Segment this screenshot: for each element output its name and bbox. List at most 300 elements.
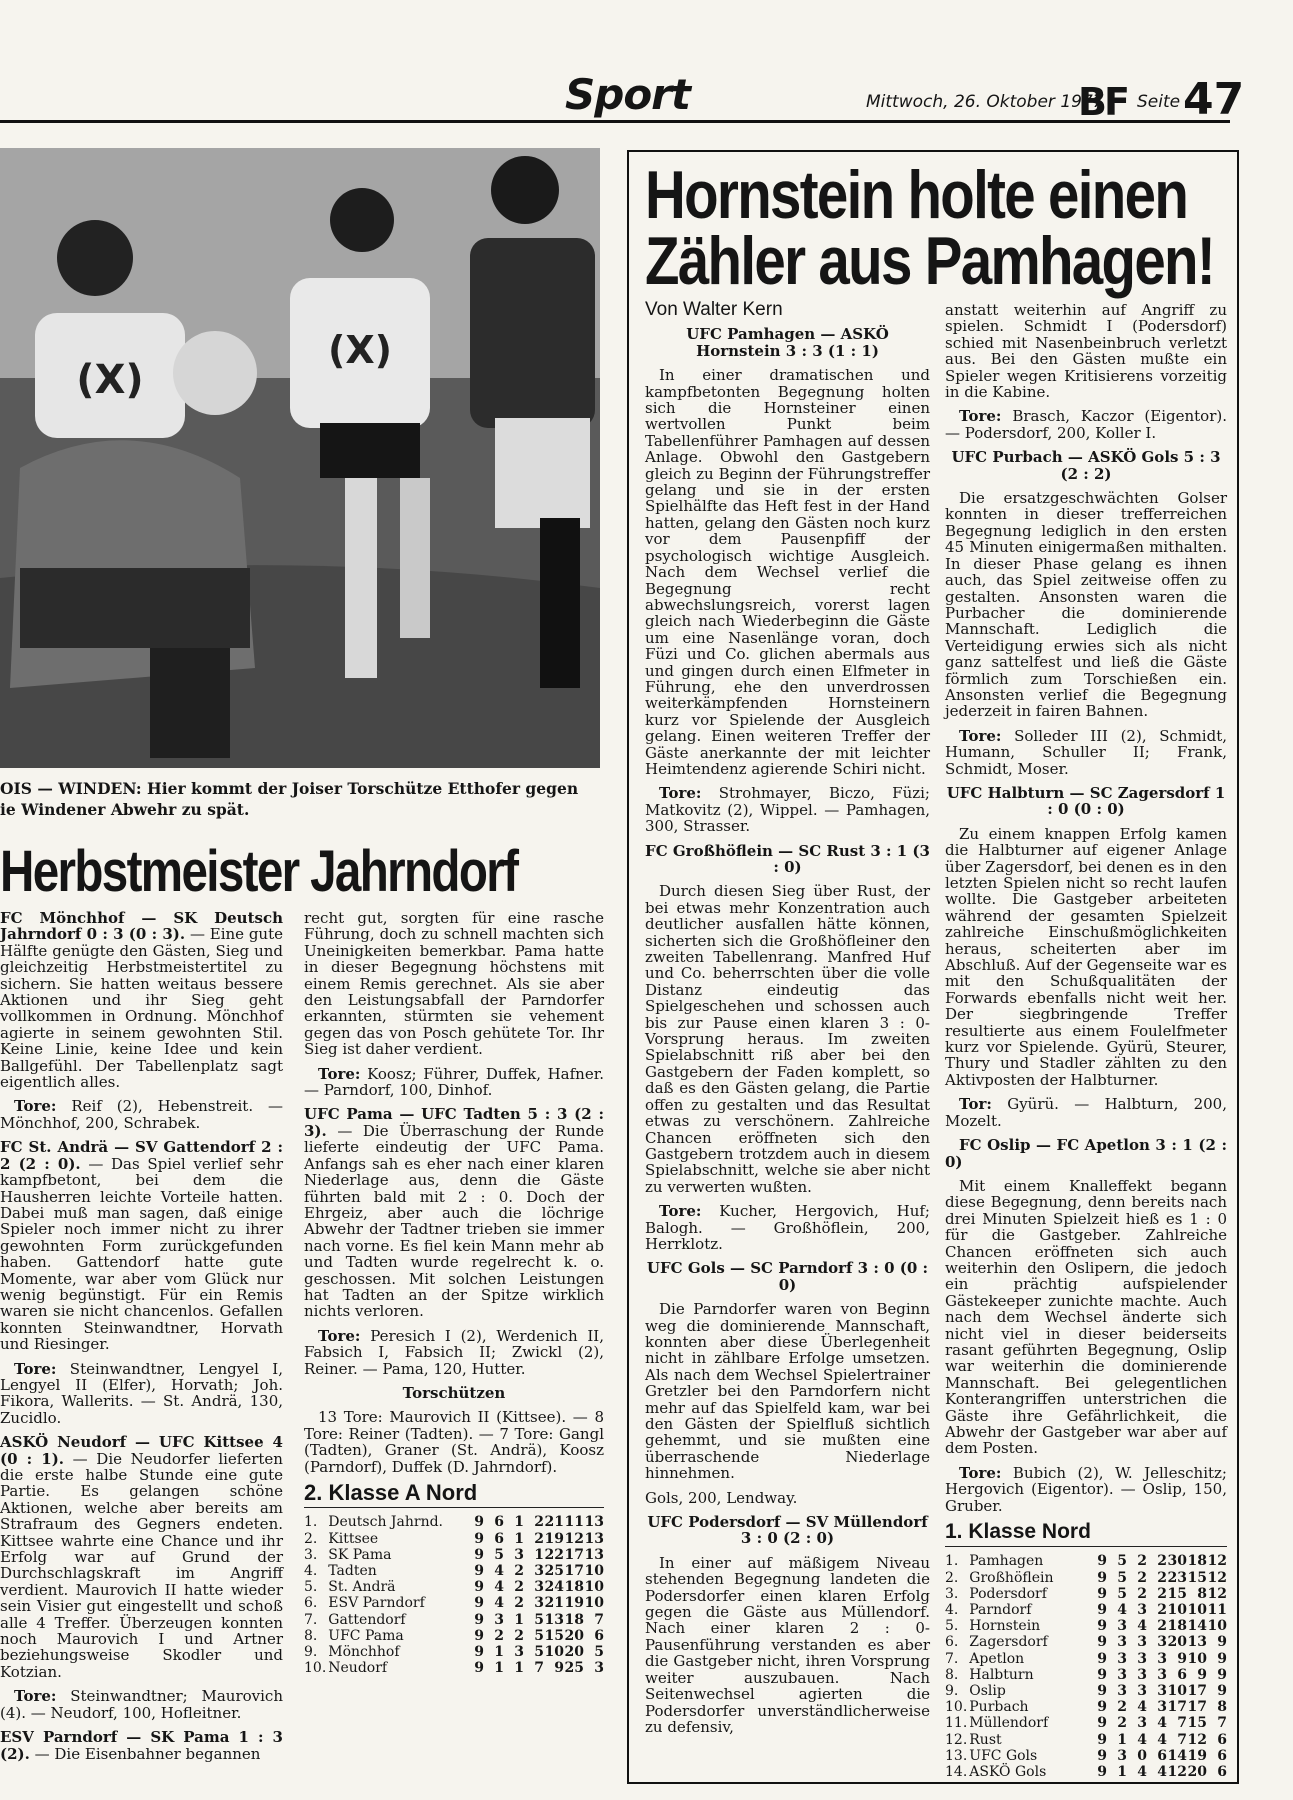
table-cell: 3 bbox=[494, 1611, 504, 1628]
goals-label: Tore: bbox=[959, 1463, 1002, 1482]
table-cell: 12 bbox=[1207, 1569, 1227, 1586]
table-cell: 9 bbox=[1097, 1683, 1107, 1700]
table-cell: 10 bbox=[584, 1595, 604, 1612]
table-cell: 1 bbox=[1117, 1731, 1127, 1748]
team-name: ESV Parndorf bbox=[328, 1595, 425, 1612]
table-cell: 3 bbox=[1117, 1683, 1127, 1700]
svg-text:(X): (X) bbox=[76, 357, 144, 403]
table-cell: 3 bbox=[1117, 1618, 1127, 1635]
table-cell: 4 bbox=[1137, 1764, 1147, 1781]
goals-text: Steinwandtner, Lengyel I, Lengyel II (Elfer), Horvath; Joh. Fikora, Wallerits. — St. Andrä, 130, Zucidlo. bbox=[0, 1359, 283, 1427]
table-cell: 3 bbox=[1137, 1634, 1147, 1651]
table-cell: 5 bbox=[534, 1644, 544, 1661]
team-name: UFC Gols bbox=[969, 1747, 1038, 1764]
table-cell: 25 bbox=[564, 1660, 584, 1677]
table-cell: 24 bbox=[544, 1579, 564, 1596]
goals-text: Reif (2), Hebenstreit. — Mönchhof, 200, Schrabek. bbox=[0, 1097, 283, 1132]
scorers-text: 13 Tore: Maurovich II (Kittsee). — 8 Tore: Reiner (Tadten). — 7 Tore: Gangl (Tadten), Graner (St. Andrä), Koosz (Parndorf), Duffek (D. Jahrndorf). bbox=[304, 1408, 604, 1476]
table-cell: 9 bbox=[1097, 1602, 1107, 1619]
table-cell: 4 bbox=[1157, 1715, 1167, 1732]
table-cell: 5 bbox=[534, 1611, 544, 1628]
table-cell: 9 bbox=[474, 1530, 484, 1547]
match-heading: UFC Podersdorf — SV Müllendorf 3 : 0 (2 : 0) bbox=[647, 1513, 928, 1548]
team-name: Mönchhof bbox=[328, 1644, 400, 1661]
table-cell: 5. bbox=[304, 1579, 318, 1596]
goals-text: Peresich I (2), Werdenich II, Fabsich I, Fabsich II; Zwickl (2), Reiner. — Pama, 120, Hutter. bbox=[304, 1326, 604, 1378]
table-cell: 3 bbox=[1117, 1747, 1127, 1764]
table-row bbox=[945, 1651, 1227, 1667]
table-cell: 20 bbox=[564, 1627, 584, 1644]
team-name: Parndorf bbox=[969, 1602, 1032, 1619]
table-cell: 4 bbox=[494, 1563, 504, 1580]
table-cell: 8. bbox=[945, 1666, 959, 1683]
report-continuation bbox=[304, 910, 604, 1058]
table-cell: 9 bbox=[1097, 1553, 1107, 1570]
table-cell: 15 bbox=[544, 1627, 564, 1644]
table-cell: 9 bbox=[474, 1660, 484, 1677]
table-cell: 5 bbox=[1117, 1553, 1127, 1570]
goals-label: Tore: bbox=[14, 1687, 57, 1706]
table-cell: 21 bbox=[544, 1595, 564, 1612]
match-heading: UFC Gols — SC Parndorf 3 : 0 (0 : 0) bbox=[646, 1259, 929, 1294]
team-name: ASKÖ Gols bbox=[969, 1764, 1047, 1781]
match-heading: ASKÖ Neudorf — UFC Kittsee 4 (0 : 1). bbox=[0, 1433, 283, 1468]
report-text: — Das Spiel verlief sehr kampfbetont, bei dem die Hausherren leichte Vorteile hatten. Dabei muß man sagen, daß einige Spieler noch immer nicht zu ihrer gewohnten Form zurückgefunden haben. Gattendorf hatte gute Momente, war aber vom Glück nur wenig begünstigt. Für ein Remis waren sie nicht chancenlos. Gefallen konnten Steinwandtner, Horvath und Riesinger. bbox=[0, 1154, 284, 1354]
table-row bbox=[945, 1570, 1227, 1586]
table-cell: 17 bbox=[1167, 1699, 1187, 1716]
league-table bbox=[304, 1514, 604, 1676]
table-cell: 1 bbox=[534, 1546, 544, 1563]
table-cell: 2 bbox=[1117, 1715, 1127, 1732]
table-cell: 17 bbox=[564, 1563, 584, 1580]
table-cell: 9 bbox=[474, 1595, 484, 1612]
table-cell: 2 bbox=[1137, 1569, 1147, 1586]
table-cell: 6 bbox=[1177, 1666, 1187, 1683]
table-cell: 9 bbox=[474, 1627, 484, 1644]
table-cell: 5 bbox=[1117, 1569, 1127, 1586]
table-cell: 2 bbox=[534, 1514, 544, 1531]
match-heading: ESV Parndorf — SK Pama 1 : 3 (2). bbox=[0, 1728, 283, 1763]
table-row bbox=[304, 1644, 604, 1660]
table-cell: 1. bbox=[304, 1514, 318, 1531]
report-text: — Die Überraschung der Runde lieferte eindeutig der UFC Pama. Anfangs sah es eher nach einer klaren Niederlage aus, denn die Gäste führten bald mit 2 : 0. Doch der Ehrgeiz, aber auch die löchrige Abwehr der Tadtner trieben sie immer nach vorne. Es fiel kein Mann mehr ab und Tadten wurde regelrecht k. o. geschossen. Mit solchen Leistungen hat Tadten an der Spitze wirklich nichts verloren. bbox=[304, 1121, 604, 1321]
byline: Von Walter Kern bbox=[645, 299, 783, 320]
table-cell: 9 bbox=[1097, 1666, 1107, 1683]
table-row bbox=[945, 1553, 1227, 1569]
table-cell: 9 bbox=[1217, 1666, 1227, 1683]
right-article-column-1 bbox=[645, 299, 930, 1772]
table-cell: 1 bbox=[494, 1660, 504, 1677]
table-row bbox=[945, 1683, 1227, 1699]
table-row bbox=[945, 1748, 1227, 1764]
table-cell: 8 bbox=[1217, 1699, 1227, 1716]
table-rule bbox=[304, 1507, 604, 1508]
table-row bbox=[945, 1618, 1227, 1634]
page-label: Seite bbox=[1137, 92, 1181, 112]
issue-date: Mittwoch, 26. Oktober 1977 bbox=[866, 92, 1104, 112]
table-cell: 4. bbox=[945, 1602, 959, 1619]
table-cell: 7. bbox=[304, 1611, 318, 1628]
league-table-title: 2. Klasse A Nord bbox=[304, 1480, 478, 1505]
team-name: Deutsch Jahrnd. bbox=[328, 1514, 444, 1531]
table-cell: 1 bbox=[1117, 1764, 1127, 1781]
table-cell: 3 bbox=[1137, 1683, 1147, 1700]
table-cell: 9 bbox=[554, 1660, 564, 1677]
table-cell: 9 bbox=[474, 1579, 484, 1596]
team-name: Müllendorf bbox=[969, 1715, 1049, 1732]
table-cell: 9 bbox=[1097, 1715, 1107, 1732]
table-cell: 4 bbox=[494, 1595, 504, 1612]
table-cell: 9 bbox=[1097, 1569, 1107, 1586]
table-cell: 15 bbox=[1167, 1585, 1187, 1602]
goals-text: Kucher, Hergovich, Huf; Balogh. — Großhöflein, 200, Herrklotz. bbox=[645, 1202, 930, 1253]
table-cell: 11 bbox=[564, 1514, 584, 1531]
table-cell: 1. bbox=[945, 1553, 959, 1570]
table-cell: 3 bbox=[1157, 1666, 1167, 1683]
goals-line bbox=[0, 1688, 283, 1721]
match-heading: FC Mönchhof — SK Deutsch Jahrndorf 0 : 3 (0 : 3). bbox=[0, 909, 283, 944]
table-cell: 9 bbox=[1097, 1634, 1107, 1651]
table-cell: 2 bbox=[514, 1579, 524, 1596]
table-row bbox=[945, 1732, 1227, 1748]
goals-label: Tore: bbox=[959, 407, 1002, 426]
table-cell: 3. bbox=[945, 1585, 959, 1602]
table-cell: 3 bbox=[1137, 1715, 1147, 1732]
table-cell: 17 bbox=[1187, 1683, 1207, 1700]
table-cell: 9 bbox=[1217, 1634, 1227, 1651]
table-cell: 12 bbox=[1167, 1764, 1187, 1781]
table-cell: 4. bbox=[304, 1563, 318, 1580]
table-cell: 4 bbox=[1157, 1731, 1167, 1748]
table-cell: 7 bbox=[1177, 1715, 1187, 1732]
table-cell: 4 bbox=[1157, 1764, 1167, 1781]
team-name: Pamhagen bbox=[969, 1553, 1044, 1570]
table-cell: 4 bbox=[494, 1579, 504, 1596]
table-cell: 5 bbox=[534, 1627, 544, 1644]
table-cell: 3 bbox=[1117, 1666, 1127, 1683]
table-cell: 9 bbox=[474, 1546, 484, 1563]
table-cell: 9 bbox=[1097, 1585, 1107, 1602]
table-cell: 12 bbox=[1207, 1553, 1227, 1570]
table-cell: 20 bbox=[1167, 1634, 1187, 1651]
table-cell: 6 bbox=[1217, 1747, 1227, 1764]
table-cell: 10 bbox=[1187, 1602, 1207, 1619]
table-cell: 25 bbox=[544, 1563, 564, 1580]
table-row bbox=[304, 1612, 604, 1628]
match-photo bbox=[0, 148, 600, 768]
table-cell: 3 bbox=[1157, 1650, 1167, 1667]
table-cell: 7. bbox=[945, 1650, 959, 1667]
table-cell: 2 bbox=[514, 1563, 524, 1580]
match-report bbox=[0, 1139, 283, 1352]
svg-text:(X): (X) bbox=[327, 328, 393, 372]
table-cell: 2 bbox=[1157, 1553, 1167, 1570]
table-cell: 9 bbox=[474, 1644, 484, 1661]
team-name: Apetlon bbox=[969, 1650, 1025, 1667]
table-cell: 18 bbox=[1167, 1618, 1187, 1635]
match-report bbox=[304, 1106, 604, 1319]
table-cell: 6. bbox=[945, 1634, 959, 1651]
table-cell: 0 bbox=[1137, 1747, 1147, 1764]
team-name: Purbach bbox=[969, 1699, 1029, 1716]
table-cell: 6 bbox=[1217, 1764, 1227, 1781]
football-players-image bbox=[0, 148, 600, 768]
table-cell: 18 bbox=[564, 1579, 584, 1596]
table-cell: 2 bbox=[1117, 1699, 1127, 1716]
table-cell: 7 bbox=[1177, 1731, 1187, 1748]
report-text: Durch diesen Sieg über Rust, der bei etwas mehr Konzentration auch deutlicher ausfallen hätte können, sicherten sich die Großhöfleiner den zweiten Tabellenrang. Manfred Huf und Co. beherrschten über die volle Distanz eindeutig das Spielgeschehen und schossen auch bis zur Pause einen klaren 3 : 0-Vorsprung heraus. Im zweiten Spielabschnitt riß aber bei den Gastgebern der Faden komplett, so daß es den Gästen gelang, die Partie offen zu gestalten und das Resultat etwas zu verschönern. Zahlreiche Chancen eröffneten sich den Gastgebern trotzdem auch in diesem Spielabschnitt, welche sie aber nicht zu verwerten wußten. bbox=[645, 882, 930, 1196]
table-cell: 5 bbox=[494, 1546, 504, 1563]
table-cell: 23 bbox=[1167, 1569, 1187, 1586]
table-row bbox=[945, 1667, 1227, 1683]
table-cell: 17 bbox=[1187, 1699, 1207, 1716]
table-cell: 9 bbox=[1097, 1764, 1107, 1781]
table-cell: 15 bbox=[1187, 1715, 1207, 1732]
page-number: 47 bbox=[1183, 74, 1245, 125]
team-name: Tadten bbox=[328, 1563, 377, 1580]
table-cell: 9. bbox=[945, 1683, 959, 1700]
match-report bbox=[0, 910, 283, 1090]
goals-label: Tore: bbox=[659, 784, 702, 803]
goals-text: Solleder III (2), Schmidt, Humann, Schuller II; Frank, Schmidt, Moser. bbox=[945, 726, 1227, 778]
table-cell: 10 bbox=[544, 1644, 564, 1661]
match-heading: UFC Purbach — ASKÖ Gols 5 : 3 (2 : 2) bbox=[951, 448, 1221, 483]
goals-line bbox=[304, 1066, 604, 1099]
league-table-title: 1. Klasse Nord bbox=[945, 1520, 1091, 1544]
match-report bbox=[0, 1434, 283, 1680]
table-cell: 4 bbox=[1137, 1731, 1147, 1748]
goals-line bbox=[304, 1328, 604, 1377]
team-name: Neudorf bbox=[328, 1660, 388, 1677]
team-name: UFC Pama bbox=[328, 1627, 404, 1644]
left-article-column-2 bbox=[304, 909, 604, 1677]
report-text: — Die Eisenbahner begannen bbox=[34, 1744, 261, 1763]
table-cell: 3 bbox=[1117, 1650, 1127, 1667]
goals-text: Gyürü. — Halbturn, 200, Mozelt. bbox=[945, 1095, 1227, 1130]
table-cell: 18 bbox=[1187, 1553, 1207, 1570]
report-text: recht gut, sorgten für eine rasche Führung, doch zu schnell machten sich Uneinigkeiten bemerkbar. Pama hatte in dieser Begegnung höchstens mit einem Remis gerechnet. Als sie aber den Leistungsabfall der Parndorfer erkannten, stürmten sie vehement gegen das von Posch gehütete Tor. Ihr Sieg ist daher verdient. bbox=[304, 909, 604, 1059]
goals-line bbox=[945, 1465, 1227, 1514]
table-cell: 13 bbox=[584, 1546, 604, 1563]
left-article-column-1 bbox=[0, 910, 283, 1770]
team-name: Oslip bbox=[969, 1683, 1006, 1700]
table-cell: 6. bbox=[304, 1595, 318, 1612]
report-text: Zu einem knappen Erfolg kamen die Halbturner auf eigener Anlage über Zagersdorf, bei denen es in den letzten Spielen nicht so recht laufen wollte. Die Gastgeber arbeiteten während der gesamten Spielzeit zahlreiche Einschußmöglichkeiten heraus, scheiterten aber im Abschluß. Auf der Gegenseite war es mit den Schußqualitäten der Forwards ebenfalls nicht weit her. Der siegbringende Treffer resultierte aus einem Foulelfmeter kurz vor Spielende. Gyürü, Steurer, Thury und Stadler zählten zu den Aktivposten der Halbturner. bbox=[945, 824, 1227, 1089]
table-cell: 2 bbox=[534, 1530, 544, 1547]
table-cell: 4 bbox=[1137, 1618, 1147, 1635]
table-cell: 11 bbox=[1207, 1602, 1227, 1619]
match-heading bbox=[945, 1137, 1227, 1170]
table-cell: 11. bbox=[945, 1715, 968, 1732]
goals-text: Koosz; Führer, Duffek, Hafner. — Parndorf, 100, Dinhof. bbox=[304, 1064, 604, 1100]
table-row bbox=[304, 1628, 604, 1644]
table-cell: 2 bbox=[1157, 1585, 1167, 1602]
team-name: St. Andrä bbox=[328, 1579, 396, 1596]
table-cell: 12 bbox=[1187, 1731, 1207, 1748]
table-cell: 1 bbox=[514, 1660, 524, 1677]
goals-text: Brasch, Kaczor (Eigentor). — Podersdorf, 200, Koller I. bbox=[945, 407, 1227, 442]
right-article-column-2 bbox=[945, 301, 1227, 1781]
table-cell: 9 bbox=[1097, 1618, 1107, 1635]
table-cell: 9 bbox=[1097, 1731, 1107, 1748]
report-text: — Die Neudorfer lieferten die erste halbe Stunde eine gute Partie. Es gelangen schöne Aktionen, welche aber bereits am Strafraum des Gegners endeten. Kittsee wahrte eine Chance und ihr Erfolg war auf Grund der Durchschlagskraft im Angriff verdient. Maurovich II hatte wieder sein Visier gut eingestellt und schoß alle 4 Treffer. Überzeugen konnten noch Maurovich I und Artner beziehungsweise Skodler und Kotzian. bbox=[0, 1449, 283, 1681]
goals-line bbox=[645, 1203, 930, 1252]
table-cell: 9 bbox=[474, 1514, 484, 1531]
table-cell: 17 bbox=[564, 1546, 584, 1563]
team-name: Rust bbox=[969, 1731, 1002, 1748]
goals-line bbox=[645, 785, 930, 834]
goals-line bbox=[945, 1096, 1227, 1129]
team-name: Großhöflein bbox=[969, 1569, 1054, 1586]
table-cell: 1 bbox=[514, 1514, 524, 1531]
table-cell: 3 bbox=[1157, 1634, 1167, 1651]
table-cell: 13 bbox=[544, 1611, 564, 1628]
table-cell: 5. bbox=[945, 1618, 959, 1635]
team-name: Halbturn bbox=[969, 1666, 1034, 1683]
table-cell: 6 bbox=[494, 1514, 504, 1531]
table-cell: 3 bbox=[534, 1563, 544, 1580]
table-cell: 12. bbox=[945, 1731, 968, 1748]
table-cell: 3 bbox=[1137, 1666, 1147, 1683]
scorers-title: Torschützen bbox=[402, 1383, 506, 1402]
table-cell: 22 bbox=[544, 1546, 564, 1563]
caption-line: OIS — WINDEN: Hier kommt der Joiser Torschütze Etthofer gegen bbox=[0, 779, 579, 798]
table-row bbox=[304, 1563, 604, 1579]
table-cell: 2 bbox=[514, 1595, 524, 1612]
table-cell: 7 bbox=[594, 1611, 604, 1628]
table-cell: 3 bbox=[1137, 1650, 1147, 1667]
table-cell: 9 bbox=[474, 1563, 484, 1580]
table-cell: 12 bbox=[564, 1530, 584, 1547]
goals-text: Steinwandtner; Maurovich (4). — Neudorf, 100, Hofleitner. bbox=[0, 1687, 283, 1722]
table-cell: 8. bbox=[304, 1627, 318, 1644]
report-text: anstatt weiterhin auf Angriff zu spielen. Schmidt I (Podersdorf) schied mit Nasenbeinbruch verletzt aus. Bei den Gästen mußte ein Spieler wegen Kritisierens vorzeitig in die Kabine. bbox=[945, 301, 1227, 402]
table-cell: 9 bbox=[1097, 1650, 1107, 1667]
match-heading: FC St. Andrä — SV Gattendorf 2 : 2 (2 : 0). bbox=[0, 1138, 283, 1173]
table-row bbox=[304, 1595, 604, 1611]
table-cell: 3 bbox=[1117, 1634, 1127, 1651]
table-cell: 3 bbox=[1137, 1602, 1147, 1619]
report-text: In einer auf mäßigem Niveau stehenden Begegnung landeten die Podersdorfer einen klaren Erfolg gegen die Gäste aus Müllendorf. Nach einer klaren 2 : 0-Pausenführung verstanden es aber die Gastgeber nicht, ihren Vorsprung weiter auszubauen. Nach Seitenwechsel agierten die Podersdorfer unverständlicherweise zu defensiv, bbox=[645, 1553, 930, 1736]
table-cell: 19 bbox=[544, 1530, 564, 1547]
table-cell: 10 bbox=[584, 1579, 604, 1596]
left-article-headline: Herbstmeister Jahrndorf bbox=[0, 839, 518, 904]
report-text: Mit einem Knalleffekt begann diese Begegnung, denn bereits nach drei Minuten Spielzeit hieß es 1 : 0 für die Gastgeber. Zahlreiche Chancen eröffneten sich auch weiterhin den Oslipern, die jedoch ein prächtig aufspielender Gästekeeper zunichte machte. Auch nach dem Wechsel änderte sich nicht viel in dieser beiderseits rasant geführten Begegnung, Oslip war weiterhin die dominierende Mannschaft. Bei gelegentlichen Konterangriffen unterstrichen die Gäste ihre Gefährlichkeit, die Abwehr der Gastgeber war aber auf dem Posten. bbox=[945, 1176, 1227, 1458]
table-cell: 6 bbox=[494, 1530, 504, 1547]
table-cell: 1 bbox=[514, 1530, 524, 1547]
table-cell: 7 bbox=[1217, 1715, 1227, 1732]
table-cell: 10 bbox=[1167, 1602, 1187, 1619]
match-heading: UFC Halbturn — SC Zagersdorf 1 : 0 (0 : 0) bbox=[946, 783, 1226, 819]
table-cell: 7 bbox=[534, 1660, 544, 1677]
table-cell: 6 bbox=[1157, 1747, 1167, 1764]
table-cell: 20 bbox=[1187, 1764, 1207, 1781]
report-text: In einer dramatischen und kampfbetonten Begegnung holten sich die Hornsteiner einen wertvollen Punkt beim Tabellenführer Pamhagen auf dessen Anlage. Obwohl den Gastgebern gleich zu Beginn der Führungstreffer gelang und sie in der ersten Spielhälfte das Heft fest in der Hand hatten, gelang den Gästen noch kurz vor dem Pausenpfiff der psychologisch wichtige Ausgleich. Nach dem Wechsel verlief die Begegnung recht abwechslungsreich, vorerst lagen gleich nach Wiederbeginn die Gäste um eine Nasenlänge voran, doch Füzi und Co. glichen abermals aus und gingen durch einen Elfmeter in Führung, ehe den unverdrossen weiterkämpfenden Hornsteinern kurz vor Spielende der Ausgleich gelang. Einen weiteren Treffer der Gäste anerkannte der mit leichter Heimtendenz agierende Schiri nicht. bbox=[645, 366, 930, 778]
table-cell: 3 bbox=[594, 1660, 604, 1677]
table-cell: 3 bbox=[1157, 1699, 1167, 1716]
header-rule bbox=[0, 120, 1230, 123]
table-cell: 9 bbox=[474, 1611, 484, 1628]
table-cell: 2 bbox=[494, 1627, 504, 1644]
table-cell: 14 bbox=[1187, 1618, 1207, 1635]
team-name: Kittsee bbox=[328, 1530, 379, 1547]
table-cell: 13 bbox=[584, 1514, 604, 1531]
table-row bbox=[304, 1579, 604, 1595]
team-name: SK Pama bbox=[328, 1546, 392, 1563]
table-cell: 3 bbox=[534, 1595, 544, 1612]
table-cell: 5 bbox=[1117, 1585, 1127, 1602]
table-cell: 3 bbox=[534, 1579, 544, 1596]
table-cell: 1 bbox=[514, 1611, 524, 1628]
match-heading: UFC Pama — UFC Tadten 5 : 3 (2 : 3). bbox=[304, 1105, 604, 1140]
table-cell: 21 bbox=[544, 1514, 564, 1531]
goals-label: Tore: bbox=[959, 726, 1002, 745]
table-cell: 14. bbox=[945, 1764, 968, 1781]
table-row bbox=[945, 1586, 1227, 1602]
goals-line bbox=[945, 408, 1227, 441]
table-cell: 14 bbox=[1167, 1747, 1187, 1764]
report-text: Die ersatzgeschwächten Golser konnten in dieser trefferreichen Begegnung lediglich in den ersten 45 Minuten einigermaßen mithalten. In dieser Phase gelang es ihnen auch, das Spiel zeitweise offen zu gestalten. Ansonsten waren die Purbacher die dominierende Mannschaft. Lediglich die Verteidigung erwies sich als nicht ganz sattelfest und ließ die Gäste förmlich zum Torschießen ein. Ansonsten verlief die Begegnung jederzeit in fairen Bahnen. bbox=[945, 489, 1227, 721]
table-cell: 10 bbox=[1167, 1683, 1187, 1700]
table-cell: 3 bbox=[1157, 1683, 1167, 1700]
section-title: Sport bbox=[565, 70, 690, 119]
match-report bbox=[0, 1729, 283, 1762]
table-cell: 19 bbox=[1187, 1747, 1207, 1764]
report-text: — Eine gute Hälfte genügte den Gästen, Sieg und gleichzeitig Herbstmeistertitel zu sichern. Sie hatten weitaus bessere Aktionen und ihr Sieg geht vollkommen in Ordnung. Mönchhof agierte in seinem gewohnten Stil. Keine Linie, keine Idee und kein Ballgefühl. Der Tabellenplatz sagt eigentlich alles. bbox=[0, 925, 284, 1092]
table-cell: 9 bbox=[1097, 1699, 1107, 1716]
table-cell: 10 bbox=[1207, 1618, 1227, 1635]
table-cell: 13 bbox=[1187, 1634, 1207, 1651]
goals-label: Tore: bbox=[14, 1359, 57, 1378]
match-heading: FC Großhöflein — SC Rust 3 : 1 (3 : 0) bbox=[645, 841, 930, 876]
table-cell: 8 bbox=[1197, 1585, 1207, 1602]
table-cell: 9 bbox=[1097, 1747, 1107, 1764]
table-row bbox=[945, 1715, 1227, 1731]
table-cell: 5 bbox=[594, 1644, 604, 1661]
table-cell: 18 bbox=[564, 1611, 584, 1628]
goals-line bbox=[0, 1361, 283, 1427]
table-cell: 6 bbox=[1217, 1731, 1227, 1748]
table-row bbox=[945, 1699, 1227, 1715]
table-row bbox=[304, 1531, 604, 1547]
table-cell: 30 bbox=[1167, 1553, 1187, 1570]
table-cell: 2 bbox=[1157, 1569, 1167, 1586]
table-cell: 2 bbox=[1137, 1553, 1147, 1570]
goals-line bbox=[0, 1098, 283, 1131]
table-cell: 2 bbox=[1157, 1618, 1167, 1635]
table-cell: 2 bbox=[514, 1627, 524, 1644]
table-cell: 6 bbox=[594, 1627, 604, 1644]
table-cell: 9 bbox=[1197, 1666, 1207, 1683]
team-name: Zagersdorf bbox=[969, 1634, 1048, 1651]
table-cell: 13 bbox=[584, 1530, 604, 1547]
goals-text: Strohmayer, Biczo, Füzi; Matkovitz (2), Wippel. — Pamhagen, 300, Strasser. bbox=[645, 784, 930, 836]
table-cell: 10. bbox=[304, 1660, 327, 1677]
table-cell: 10 bbox=[584, 1563, 604, 1580]
table-cell: 12 bbox=[1207, 1585, 1227, 1602]
goals-label: Tor: bbox=[959, 1095, 992, 1114]
match-heading: UFC Pamhagen — ASKÖ Hornstein 3 : 3 (1 : 1) bbox=[686, 325, 889, 360]
table-row bbox=[945, 1764, 1227, 1780]
table-cell: 3 bbox=[514, 1546, 524, 1563]
table-cell: 9. bbox=[304, 1644, 318, 1661]
table-cell: 4 bbox=[1137, 1699, 1147, 1716]
table-row bbox=[304, 1514, 604, 1530]
goals-label: Tore: bbox=[14, 1097, 57, 1116]
report-text: Die Parndorfer waren von Beginn weg die dominierende Mannschaft, konnten aber diese Überlegenheit nicht in zählbare Erfolge umsetzen. Als nach dem Wechsel Spielertrainer Gretzler bei den Parndorfern nicht mehr auf das Spielfeld kam, war bei den Gästen der Spielfluß sichtlich gehemmt, und sie mußten eine überraschende Niederlage hinnehmen. bbox=[645, 1300, 930, 1483]
table-cell: 9 bbox=[1217, 1683, 1227, 1700]
team-name: Hornstein bbox=[969, 1618, 1041, 1635]
